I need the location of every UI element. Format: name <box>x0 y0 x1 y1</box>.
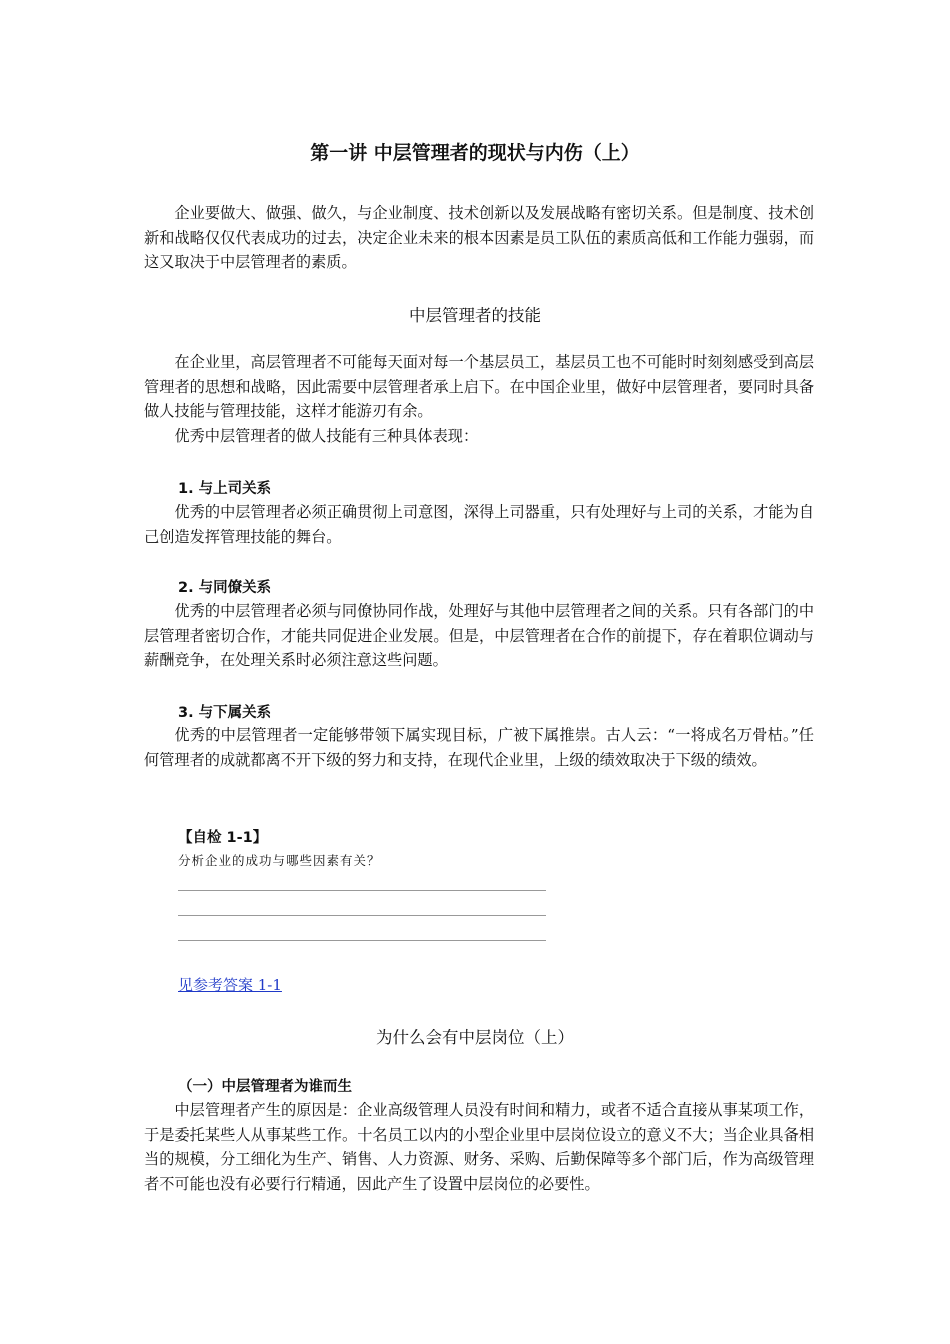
skills-paragraph: 优秀中层管理者的做人技能有三种具体表现： <box>174 426 479 445</box>
item-heading-superior: 1. 与上司关系 <box>178 481 272 497</box>
page-title: 第一讲 中层管理者的现状与内伤（上） <box>310 142 640 164</box>
section-heading-skills: 中层管理者的技能 <box>409 306 541 325</box>
subsection-paragraph: 中层管理者产生的原因是：企业高级管理人员没有时间和精力，或者不适合直接从事某项工作，于是委托某些人从事某些工作。十名员工以内的小型企业里中层岗位设立的意义不大；当企业具备相当的规模，分工细化为生产、销售、人力资源、财务、采购、后勤保障等多个部门后，作为高级管理者不可能也没有必要行行精通，因此产生了设置中层岗位的必要性。 <box>144 1101 814 1193</box>
answer-line <box>178 915 546 916</box>
item-paragraph: 优秀的中层管理者必须正确贯彻上司意图，深得上司器重，只有处理好与上司的关系，才能为自己创造发挥管理技能的舞台。 <box>144 503 814 546</box>
item-block-subordinate <box>144 723 814 772</box>
item-paragraph: 优秀的中层管理者必须与同僚协同作战，处理好与其他中层管理者之间的关系。只有各部门的中层管理者密切合作，才能共同促进企业发展。但是，中层管理者在合作的前提下，存在着职位调动与薪酬竞争，在处理关系时必须注意这些问题。 <box>144 602 814 670</box>
reference-answer-link[interactable]: 见参考答案 1-1 <box>178 976 282 994</box>
item-heading-subordinate: 3. 与下属关系 <box>178 705 272 721</box>
item-heading-peer: 2. 与同僚关系 <box>178 580 272 596</box>
answer-line <box>178 940 546 941</box>
item-block-superior <box>144 500 814 549</box>
answer-line <box>178 890 546 891</box>
selfcheck-question: 分析企业的成功与哪些因素有关？ <box>178 853 381 868</box>
section-heading-middle-positions: 为什么会有中层岗位（上） <box>376 1028 574 1047</box>
subsection-block <box>144 1098 814 1196</box>
skills-intro-block <box>144 350 814 448</box>
item-block-peer <box>144 599 814 673</box>
intro-block <box>144 201 814 275</box>
item-paragraph: 优秀的中层管理者一定能够带领下属实现目标，广被下属推崇。古人云：“一将成名万骨枯。”任何管理者的成就都离不开下级的努力和支持，在现代企业里，上级的绩效取决于下级的绩效。 <box>144 726 814 769</box>
selfcheck-label: 【自检 1-1】 <box>178 830 268 846</box>
subsection-heading: （一）中层管理者为谁而生 <box>178 1079 352 1095</box>
intro-paragraph: 企业要做大、做强、做久，与企业制度、技术创新以及发展战略有密切关系。但是制度、技术创新和战略仅仅代表成功的过去，决定企业未来的根本因素是员工队伍的素质高低和工作能力强弱，而这又取决于中层管理者的素质。 <box>144 204 814 272</box>
skills-paragraph: 在企业里，高层管理者不可能每天面对每一个基层员工，基层员工也不可能时时刻刻感受到高层管理者的思想和战略，因此需要中层管理者承上启下。在中国企业里，做好中层管理者，要同时具备做人技能与管理技能，这样才能游刃有余。 <box>144 353 814 421</box>
